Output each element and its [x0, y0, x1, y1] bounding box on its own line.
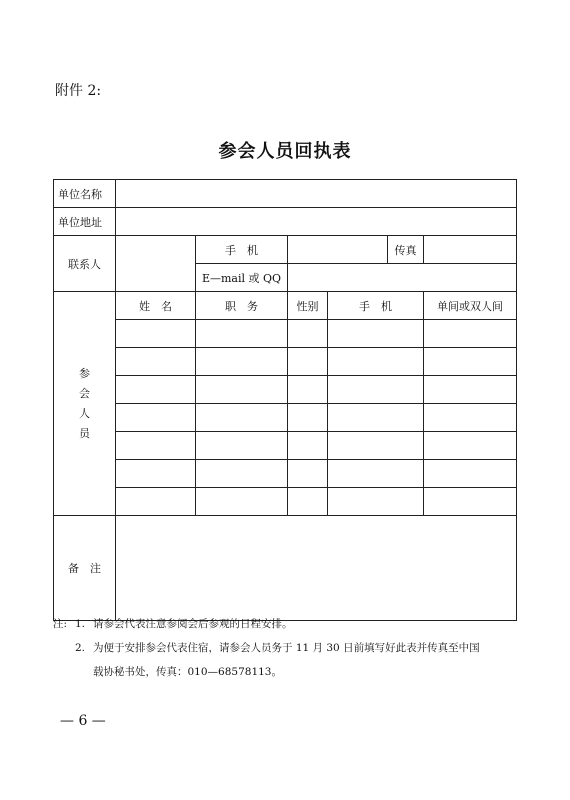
cell-phone[interactable]: [328, 320, 424, 348]
table-row: [54, 488, 517, 516]
unit-address-field[interactable]: [116, 208, 517, 236]
unit-address-row: [54, 208, 517, 236]
note-number: 1.: [75, 618, 86, 630]
cell-name[interactable]: [116, 460, 196, 488]
cell-gender[interactable]: [288, 460, 328, 488]
table-row: [54, 460, 517, 488]
note-number: 2.: [75, 642, 86, 654]
form-title: 参会人员回执表: [218, 141, 352, 162]
cell-name[interactable]: [116, 488, 196, 516]
email-label: E—mail 或 QQ: [196, 264, 288, 292]
cell-gender[interactable]: [288, 348, 328, 376]
attachment-label: 附件 2:: [55, 83, 102, 99]
unit-address-label: 单位地址: [54, 208, 116, 236]
cell-phone[interactable]: [328, 348, 424, 376]
unit-name-row: [54, 180, 517, 208]
cell-room[interactable]: [424, 348, 517, 376]
note-text: 载协秘书处，传真：010—68578113。: [93, 666, 282, 678]
unit-name-label: 单位名称: [54, 180, 116, 208]
notes-prefix: 注:: [53, 618, 68, 630]
cell-position[interactable]: [196, 488, 288, 516]
cell-name[interactable]: [116, 376, 196, 404]
cell-phone[interactable]: [328, 404, 424, 432]
table-row: [54, 432, 517, 460]
cell-room[interactable]: [424, 404, 517, 432]
page-number: — 6 —: [60, 713, 106, 729]
note-number: [75, 660, 93, 684]
cell-room[interactable]: [424, 432, 517, 460]
contact-label: 联系人: [54, 236, 116, 292]
cell-position[interactable]: [196, 460, 288, 488]
reply-form-table: [53, 179, 517, 621]
cell-gender[interactable]: [288, 404, 328, 432]
column-header-phone: 手 机: [328, 292, 424, 320]
column-header-gender: 性别: [288, 292, 328, 320]
contact-field[interactable]: [116, 236, 196, 292]
cell-gender[interactable]: [288, 376, 328, 404]
table-row: [54, 348, 517, 376]
cell-position[interactable]: [196, 376, 288, 404]
notes-section: [53, 612, 523, 684]
cell-name[interactable]: [116, 432, 196, 460]
remarks-row: [54, 516, 517, 621]
cell-position[interactable]: [196, 320, 288, 348]
cell-position[interactable]: [196, 348, 288, 376]
note-text: 为便于安排参会代表住宿，请参会人员务于 11 月 30 日前填写好此表并传真至中国: [93, 642, 480, 654]
note-item: [53, 612, 523, 636]
cell-phone[interactable]: [328, 460, 424, 488]
phone-label: 手 机: [196, 236, 288, 264]
table-row: [54, 320, 517, 348]
email-field[interactable]: [288, 264, 517, 292]
cell-position[interactable]: [196, 404, 288, 432]
column-header-position: 职 务: [196, 292, 288, 320]
cell-room[interactable]: [424, 320, 517, 348]
cell-position[interactable]: [196, 432, 288, 460]
cell-name[interactable]: [116, 348, 196, 376]
cell-phone[interactable]: [328, 376, 424, 404]
remarks-field[interactable]: [116, 516, 517, 621]
cell-phone[interactable]: [328, 432, 424, 460]
cell-gender[interactable]: [288, 320, 328, 348]
cell-room[interactable]: [424, 376, 517, 404]
cell-room[interactable]: [424, 460, 517, 488]
phone-field[interactable]: [288, 236, 388, 264]
cell-gender[interactable]: [288, 432, 328, 460]
fax-field[interactable]: [424, 236, 517, 264]
table-row: [54, 376, 517, 404]
contact-row: [54, 236, 517, 264]
participants-label: 参会人员: [54, 292, 116, 516]
column-header-room: 单间或双人间: [424, 292, 517, 320]
table-row: [54, 404, 517, 432]
note-text: 请参会代表注意参阅会后参观的日程安排。: [93, 618, 293, 630]
cell-name[interactable]: [116, 404, 196, 432]
cell-gender[interactable]: [288, 488, 328, 516]
note-item: [53, 636, 523, 660]
cell-name[interactable]: [116, 320, 196, 348]
unit-name-field[interactable]: [116, 180, 517, 208]
note-item: [53, 660, 523, 684]
cell-room[interactable]: [424, 488, 517, 516]
column-header-name: 姓 名: [116, 292, 196, 320]
remarks-label: 备 注: [54, 516, 116, 621]
fax-label: 传真: [388, 236, 424, 264]
participants-header-row: [54, 292, 517, 320]
cell-phone[interactable]: [328, 488, 424, 516]
